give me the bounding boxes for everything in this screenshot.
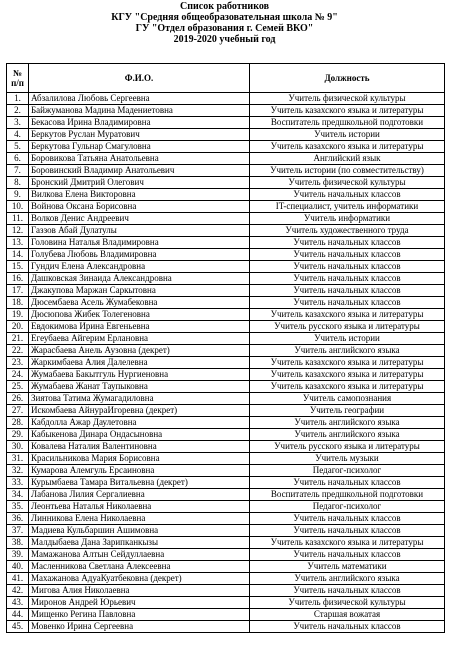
column-header-number-line2: п/п xyxy=(11,78,24,88)
row-number: 45. xyxy=(7,621,29,633)
row-position: Учитель истории xyxy=(250,129,445,141)
row-position: Учитель начальных классов xyxy=(250,297,445,309)
row-name: Дюсюпова Жибек Толегеновна xyxy=(29,309,250,321)
row-number: 17. xyxy=(7,285,29,297)
table-row xyxy=(7,345,445,357)
row-number: 31. xyxy=(7,453,29,465)
row-name: Кабдолла Ажар Даулетовна xyxy=(29,417,250,429)
department-name: ГУ "Отдел образования г. Семей ВКО" xyxy=(135,23,314,34)
row-name: Жаркимбаева Алия Далелевна xyxy=(29,357,250,369)
table-row xyxy=(7,537,445,549)
row-name: Искомбаева АйнураИгоревна (декрет) xyxy=(29,405,250,417)
table-body xyxy=(7,93,445,633)
row-number: 1. xyxy=(7,93,29,105)
row-position: Английский язык xyxy=(250,153,445,165)
row-position: Учитель самопознания xyxy=(250,393,445,405)
row-number: 18. xyxy=(7,297,29,309)
row-position: Учитель начальных классов xyxy=(250,249,445,261)
row-name: Бронский Дмитрий Олегович xyxy=(29,177,250,189)
row-number: 38. xyxy=(7,537,29,549)
table-row xyxy=(7,165,445,177)
row-number: 35. xyxy=(7,501,29,513)
row-name: Мадиева Кульбаршин Ашимовна xyxy=(29,525,250,537)
row-position: Учитель географии xyxy=(250,405,445,417)
table-row xyxy=(7,105,445,117)
column-header-number-line1: № xyxy=(12,68,23,78)
row-position: Учитель начальных классов xyxy=(250,189,445,201)
row-name: Мовенко Ирина Сергеевна xyxy=(29,621,250,633)
row-number: 3. xyxy=(7,117,29,129)
row-position: Старшая вожатая xyxy=(250,609,445,621)
table-row xyxy=(7,249,445,261)
row-number: 43. xyxy=(7,597,29,609)
row-number: 30. xyxy=(7,441,29,453)
row-number: 20. xyxy=(7,321,29,333)
row-position: Учитель начальных классов xyxy=(250,585,445,597)
row-name: Вилкова Елена Викторовна xyxy=(29,189,250,201)
row-number: 4. xyxy=(7,129,29,141)
row-number: 42. xyxy=(7,585,29,597)
row-position: Учитель музыки xyxy=(250,453,445,465)
row-position: Учитель начальных классов xyxy=(250,549,445,561)
row-name: Боровикова Татьяна Анатольевна xyxy=(29,153,250,165)
row-number: 16. xyxy=(7,273,29,285)
row-number: 33. xyxy=(7,477,29,489)
document-title: Список работников xyxy=(180,1,269,12)
row-number: 41. xyxy=(7,573,29,585)
table-row xyxy=(7,225,445,237)
row-position: Учитель русского языка и литературы xyxy=(250,321,445,333)
row-number: 2. xyxy=(7,105,29,117)
row-position: Учитель казахского языка и литературы xyxy=(250,381,445,393)
row-name: Байжуманова Мадина Мадениетовна xyxy=(29,105,250,117)
row-name: Жарасбаева Анель Аузовна (декрет) xyxy=(29,345,250,357)
row-position: Учитель начальных классов xyxy=(250,273,445,285)
table-row xyxy=(7,585,445,597)
row-name: Красильникова Мария Борисовна xyxy=(29,453,250,465)
column-header-number xyxy=(7,64,29,93)
table-row xyxy=(7,177,445,189)
row-name: Бекасова Ирина Владимировна xyxy=(29,117,250,129)
row-number: 28. xyxy=(7,417,29,429)
row-number: 25. xyxy=(7,381,29,393)
table-row xyxy=(7,429,445,441)
row-name: Волков Денис Андреевич xyxy=(29,213,250,225)
row-name: Гундич Елена Александровна xyxy=(29,261,250,273)
table-row xyxy=(7,453,445,465)
row-name: Боровинский Владимир Анатольевич xyxy=(29,165,250,177)
row-number: 19. xyxy=(7,309,29,321)
row-number: 26. xyxy=(7,393,29,405)
row-number: 40. xyxy=(7,561,29,573)
column-header-position: Должность xyxy=(250,64,445,93)
row-number: 11. xyxy=(7,213,29,225)
table-row xyxy=(7,201,445,213)
row-position: Учитель физической культуры xyxy=(250,177,445,189)
table-row xyxy=(7,189,445,201)
row-name: Мамажанова Алтын Сейдуллаевна xyxy=(29,549,250,561)
row-number: 10. xyxy=(7,201,29,213)
table-row xyxy=(7,561,445,573)
row-name: Кумарова Алемгуль Ерсаиновна xyxy=(29,465,250,477)
row-number: 37. xyxy=(7,525,29,537)
row-number: 29. xyxy=(7,429,29,441)
table-row xyxy=(7,525,445,537)
row-name: Масленникова Светлана Алексеевна xyxy=(29,561,250,573)
table-row xyxy=(7,609,445,621)
table-row xyxy=(7,501,445,513)
row-position: Учитель английского языка xyxy=(250,573,445,585)
row-position: Учитель начальных классов xyxy=(250,621,445,633)
row-number: 12. xyxy=(7,225,29,237)
table-row xyxy=(7,381,445,393)
row-name: Леонтьева Наталья Николаевна xyxy=(29,501,250,513)
table-row xyxy=(7,369,445,381)
row-name: Джакупова Маржан Саркытовна xyxy=(29,285,250,297)
row-position: Учитель физической культуры xyxy=(250,597,445,609)
table-row xyxy=(7,621,445,633)
row-position: Учитель начальных классов xyxy=(250,285,445,297)
table-row xyxy=(7,213,445,225)
row-name: Дюсембаева Асель Жумабековна xyxy=(29,297,250,309)
row-name: Беркутова Гульнар Смагуловна xyxy=(29,141,250,153)
table-row xyxy=(7,489,445,501)
table-row xyxy=(7,549,445,561)
row-number: 13. xyxy=(7,237,29,249)
row-number: 6. xyxy=(7,153,29,165)
row-name: Головина Наталья Владимировна xyxy=(29,237,250,249)
table-row xyxy=(7,117,445,129)
row-name: Жумабаева Бакытгуль Нургиеновна xyxy=(29,369,250,381)
row-name: Мищенко Регина Павловна xyxy=(29,609,250,621)
row-position: Учитель художественного труда xyxy=(250,225,445,237)
row-name: Курымбаева Тамара Витальевна (декрет) xyxy=(29,477,250,489)
table-row xyxy=(7,141,445,153)
row-number: 14. xyxy=(7,249,29,261)
table-row xyxy=(7,357,445,369)
row-position: Педагог-психолог xyxy=(250,501,445,513)
row-name: Абзалилова Любовь Сергеевна xyxy=(29,93,250,105)
table-row xyxy=(7,309,445,321)
row-position: Учитель английского языка xyxy=(250,417,445,429)
row-name: Линникова Елена Николаевна xyxy=(29,513,250,525)
row-position: Учитель английского языка xyxy=(250,345,445,357)
table-header-row xyxy=(7,64,445,93)
table-row xyxy=(7,261,445,273)
row-position: Учитель русского языка и литературы xyxy=(250,441,445,453)
row-name: Евдокимова Ирина Евгеньевна xyxy=(29,321,250,333)
row-position: Учитель истории xyxy=(250,333,445,345)
table-row xyxy=(7,297,445,309)
table-row xyxy=(7,441,445,453)
table-row xyxy=(7,405,445,417)
table-row xyxy=(7,333,445,345)
row-position: Учитель информатики xyxy=(250,213,445,225)
row-position: Педагог-психолог xyxy=(250,465,445,477)
row-position: Учитель казахского языка и литературы xyxy=(250,357,445,369)
row-number: 15. xyxy=(7,261,29,273)
row-name: Миронов Андрей Юрьевич xyxy=(29,597,250,609)
row-position: Учитель начальных классов xyxy=(250,525,445,537)
table-row xyxy=(7,153,445,165)
table-row xyxy=(7,465,445,477)
row-position: Учитель казахского языка и литературы xyxy=(250,309,445,321)
row-position: Учитель казахского языка и литературы xyxy=(250,105,445,117)
row-number: 39. xyxy=(7,549,29,561)
table-row xyxy=(7,273,445,285)
row-position: IT-специалист, учитель информатики xyxy=(250,201,445,213)
row-name: Ковалева Наталия Валентиновна xyxy=(29,441,250,453)
table-row xyxy=(7,93,445,105)
row-name: Лабанова Лилия Сергалиевна xyxy=(29,489,250,501)
school-year: 2019-2020 учебный год xyxy=(173,34,276,45)
table-row xyxy=(7,417,445,429)
row-number: 36. xyxy=(7,513,29,525)
school-name: КГУ "Средняя общеобразовательная школа № 9" xyxy=(111,12,338,23)
row-number: 21. xyxy=(7,333,29,345)
row-number: 22. xyxy=(7,345,29,357)
table-row xyxy=(7,321,445,333)
row-name: Егеубаева Айгерим Ерлановна xyxy=(29,333,250,345)
row-position: Учитель казахского языка и литературы xyxy=(250,537,445,549)
row-position: Учитель начальных классов xyxy=(250,261,445,273)
table-row xyxy=(7,129,445,141)
row-number: 23. xyxy=(7,357,29,369)
row-position: Учитель начальных классов xyxy=(250,477,445,489)
row-name: Войнова Оксана Борисовна xyxy=(29,201,250,213)
row-number: 27. xyxy=(7,405,29,417)
row-position: Учитель математики xyxy=(250,561,445,573)
row-number: 5. xyxy=(7,141,29,153)
row-name: Жумабаева Жанат Таупыковна xyxy=(29,381,250,393)
table-row xyxy=(7,573,445,585)
row-name: Зиятова Татима Жумагадиловна xyxy=(29,393,250,405)
row-position: Учитель начальных классов xyxy=(250,237,445,249)
row-position: Воспитатель предшкольной подготовки xyxy=(250,489,445,501)
row-position: Учитель истории (по совместительству) xyxy=(250,165,445,177)
row-name: Малдыбаева Дана Зарипканкызы xyxy=(29,537,250,549)
row-name: Махажанова АдуаКуатбековна (декрет) xyxy=(29,573,250,585)
row-number: 44. xyxy=(7,609,29,621)
row-name: Мигова Алия Николаевна xyxy=(29,585,250,597)
table-row xyxy=(7,513,445,525)
staff-table xyxy=(6,63,445,633)
row-name: Кабыкенова Динара Ондасыновна xyxy=(29,429,250,441)
row-name: Беркутов Руслан Муратович xyxy=(29,129,250,141)
table-row xyxy=(7,597,445,609)
row-number: 9. xyxy=(7,189,29,201)
table-row xyxy=(7,285,445,297)
row-number: 7. xyxy=(7,165,29,177)
row-name: Голубева Любовь Владимировна xyxy=(29,249,250,261)
row-number: 24. xyxy=(7,369,29,381)
table-row xyxy=(7,477,445,489)
column-header-name: Ф.И.О. xyxy=(29,64,250,93)
row-name: Дашковская Зинаида Александровна xyxy=(29,273,250,285)
row-position: Учитель казахского языка и литературы xyxy=(250,369,445,381)
row-number: 34. xyxy=(7,489,29,501)
row-position: Учитель физической культуры xyxy=(250,93,445,105)
row-position: Учитель начальных классов xyxy=(250,513,445,525)
row-number: 32. xyxy=(7,465,29,477)
table-row xyxy=(7,237,445,249)
row-position: Воспитатель предшкольной подготовки xyxy=(250,117,445,129)
table-row xyxy=(7,393,445,405)
row-position: Учитель казахского языка и литературы xyxy=(250,141,445,153)
row-name: Газзов Абай Дулатулы xyxy=(29,225,250,237)
row-position: Учитель английского языка xyxy=(250,429,445,441)
row-number: 8. xyxy=(7,177,29,189)
